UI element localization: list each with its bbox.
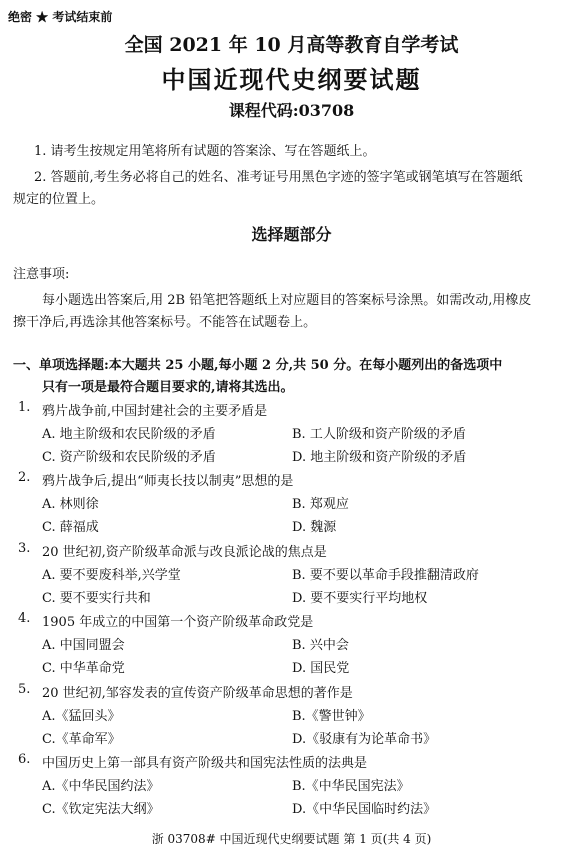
question-stem: 1905 年成立的中国第一个资产阶级革命政党是 — [42, 615, 314, 630]
question-number: 2. — [18, 470, 31, 485]
option-a: A. 地主阶级和农民阶级的矛盾 — [42, 427, 216, 442]
option-d: D.《中华民国临时约法》 — [292, 802, 437, 817]
option-a: A. 林则徐 — [42, 497, 99, 512]
notes-line1: 每小题选出答案后,用 2B 铅笔把答题纸上对应题目的答案标号涂黑。如需改动,用橡皮 — [42, 293, 532, 308]
option-d: D. 国民党 — [292, 661, 350, 676]
option-c: C. 薛福成 — [42, 520, 99, 535]
option-a: A. 中国同盟会 — [42, 638, 125, 653]
option-b: B.《中华民国宪法》 — [292, 779, 410, 794]
instruction-2-line1: 2. 答题前,考生务必将自己的姓名、准考证号用黑色字迹的签字笔或钢笔填写在答题纸 — [34, 170, 523, 185]
notes-line2: 擦干净后,再选涂其他答案标号。不能答在试题卷上。 — [13, 315, 317, 330]
option-c: C. 资产阶级和农民阶级的矛盾 — [42, 450, 216, 465]
option-d: D. 要不要实行平均地权 — [292, 591, 428, 606]
question-stem: 20 世纪初,资产阶级革命派与改良派论战的焦点是 — [42, 545, 327, 560]
option-b: B. 要不要以革命手段推翻清政府 — [292, 568, 479, 583]
option-d: D. 地主阶级和资产阶级的矛盾 — [292, 450, 467, 465]
course-code: 课程代码:03708 — [228, 101, 355, 120]
question-number: 3. — [18, 541, 31, 556]
option-c: C.《钦定宪法大纲》 — [42, 802, 160, 817]
option-b: B. 郑观应 — [292, 497, 349, 512]
part1-heading-line2: 只有一项是最符合题目要求的,请将其选出。 — [42, 380, 294, 395]
part1-heading-line1: 一、单项选择题:本大题共 25 小题,每小题 2 分,共 50 分。在每小题列出的备选项中 — [13, 358, 503, 373]
option-b: B. 兴中会 — [292, 638, 349, 653]
option-b: B. 工人阶级和资产阶级的矛盾 — [292, 427, 466, 442]
question-number: 1. — [18, 400, 31, 415]
instruction-1: 1. 请考生按规定用笔将所有试题的答案涂、写在答题纸上。 — [34, 144, 376, 159]
option-a: A.《猛回头》 — [42, 709, 121, 724]
option-a: A.《中华民国约法》 — [42, 779, 160, 794]
option-d: D.《驳康有为论革命书》 — [292, 732, 437, 747]
question-number: 5. — [18, 682, 31, 697]
question-stem: 20 世纪初,邹容发表的宣传资产阶级革命思想的著作是 — [42, 686, 353, 701]
secret-label: 绝密 ★ 考试结束前 — [8, 10, 113, 24]
page-footer: 浙 03708# 中国近现代史纲要试题 第 1 页(共 4 页) — [151, 832, 432, 846]
question-number: 6. — [18, 752, 31, 767]
instruction-2-line2: 规定的位置上。 — [13, 192, 105, 207]
option-c: C. 要不要实行共和 — [42, 591, 151, 606]
option-c: C.《革命军》 — [42, 732, 121, 747]
question-number: 4. — [18, 611, 31, 626]
option-c: C. 中华革命党 — [42, 661, 125, 676]
subject-title: 中国近现代史纲要试题 — [161, 65, 422, 94]
exam-title: 全国 2021 年 10 月高等教育自学考试 — [124, 34, 459, 56]
option-d: D. 魏源 — [292, 520, 337, 535]
option-b: B.《警世钟》 — [292, 709, 371, 724]
question-stem: 中国历史上第一部具有资产阶级共和国宪法性质的法典是 — [42, 756, 368, 771]
option-a: A. 要不要废科举,兴学堂 — [42, 568, 181, 583]
section-title: 选择题部分 — [251, 225, 332, 244]
question-stem: 鸦片战争前,中国封建社会的主要矛盾是 — [42, 404, 268, 419]
question-stem: 鸦片战争后,提出“师夷长技以制夷”思想的是 — [42, 474, 294, 489]
notes-heading: 注意事项: — [13, 267, 70, 282]
